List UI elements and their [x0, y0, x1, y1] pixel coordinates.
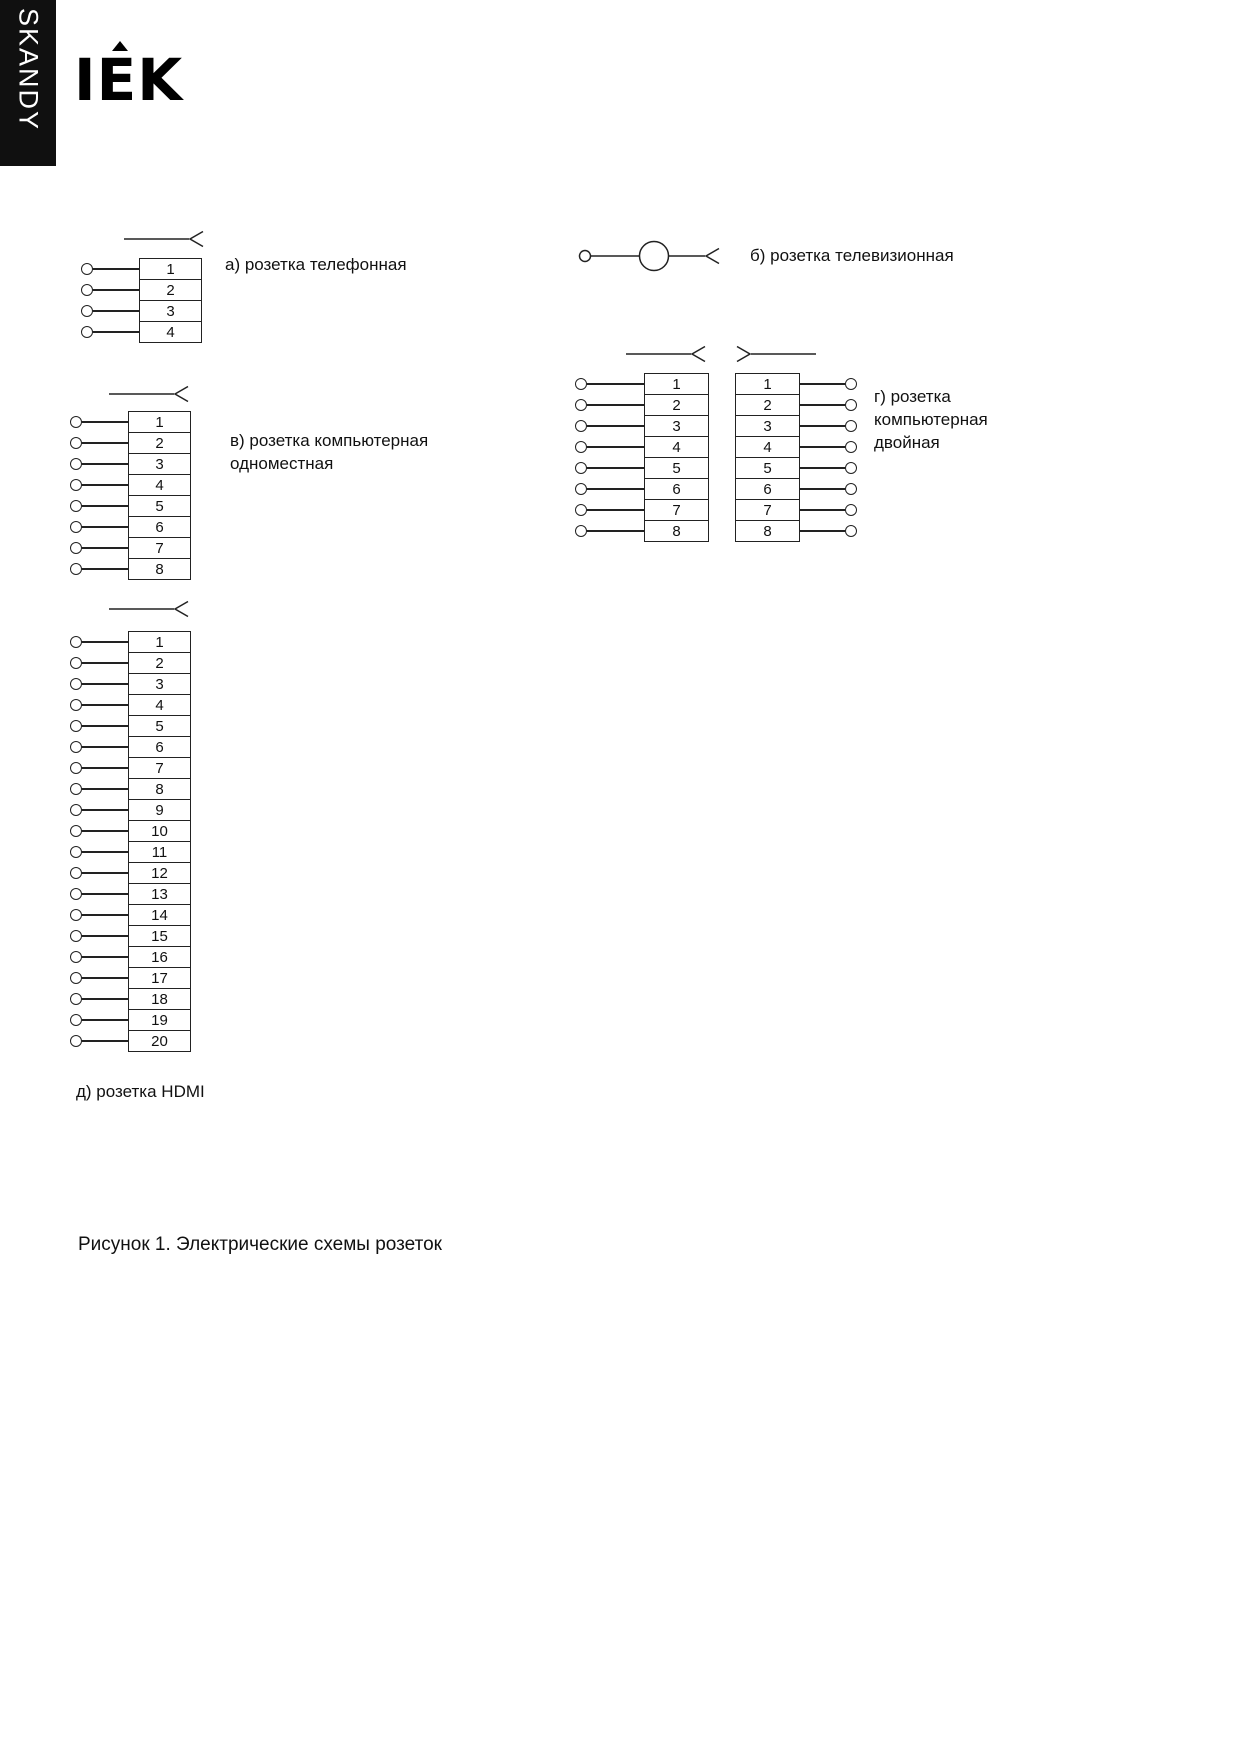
- pin-number: 2: [128, 652, 191, 674]
- pin-contact-icon: [575, 504, 587, 516]
- pin-wire: [82, 421, 128, 422]
- pin-number: 4: [128, 474, 191, 496]
- pin-number: 8: [128, 778, 191, 800]
- pin-row: [575, 436, 709, 458]
- pin-number: 16: [128, 946, 191, 968]
- pin-wire: [82, 914, 128, 915]
- pin-contact-icon: [70, 699, 82, 711]
- pin-wire: [82, 547, 128, 548]
- pin-wire: [93, 289, 139, 290]
- pin-row: [70, 411, 191, 433]
- pin-number: 4: [644, 436, 709, 458]
- pin-contact-icon: [70, 930, 82, 942]
- pin-row: [70, 694, 191, 716]
- pin-number: 4: [735, 436, 800, 458]
- pin-row: [70, 432, 191, 454]
- pin-row: [70, 558, 191, 580]
- pin-contact-icon: [70, 846, 82, 858]
- pin-row: [70, 495, 191, 517]
- pin-number: 5: [735, 457, 800, 479]
- pin-number: 3: [644, 415, 709, 437]
- pin-contact-icon: [575, 462, 587, 474]
- pin-number: 7: [128, 757, 191, 779]
- pin-row: [70, 778, 191, 800]
- pin-number: 17: [128, 967, 191, 989]
- pin-row: [70, 1009, 191, 1031]
- pin-row: [70, 862, 191, 884]
- pin-wire: [82, 683, 128, 684]
- computer-single-pin-block: [70, 411, 191, 580]
- pin-number: 7: [735, 499, 800, 521]
- pin-wire: [82, 977, 128, 978]
- pin-row: [70, 715, 191, 737]
- telephone-socket-label: а) розетка телефонная: [225, 255, 407, 274]
- pin-wire: [93, 331, 139, 332]
- pin-number: 2: [139, 279, 202, 301]
- pin-row: [575, 499, 709, 521]
- pin-wire: [82, 893, 128, 894]
- pin-contact-icon: [845, 420, 857, 432]
- pin-contact-icon: [845, 483, 857, 495]
- pin-number: 2: [735, 394, 800, 416]
- pin-wire: [587, 467, 644, 468]
- pin-number: 18: [128, 988, 191, 1010]
- pin-contact-icon: [70, 521, 82, 533]
- pin-row: [70, 516, 191, 538]
- tv-socket-symbol-icon: [576, 240, 726, 272]
- pin-contact-icon: [70, 458, 82, 470]
- pin-number: 2: [128, 432, 191, 454]
- pin-contact-icon: [70, 416, 82, 428]
- pin-number: 1: [128, 631, 191, 653]
- pin-wire: [82, 788, 128, 789]
- pin-number: 1: [139, 258, 202, 280]
- pin-contact-icon: [81, 305, 93, 317]
- pin-contact-icon: [70, 825, 82, 837]
- pin-contact-icon: [70, 783, 82, 795]
- pin-wire: [800, 383, 845, 384]
- pin-number: 6: [128, 736, 191, 758]
- pin-contact-icon: [845, 378, 857, 390]
- iek-logo-accent-icon: [112, 41, 128, 51]
- pin-row: [735, 520, 857, 542]
- pin-number: 15: [128, 925, 191, 947]
- pin-row: [70, 988, 191, 1010]
- pin-contact-icon: [70, 1014, 82, 1026]
- pin-row: [70, 904, 191, 926]
- pin-number: 1: [735, 373, 800, 395]
- pin-number: 8: [128, 558, 191, 580]
- plug-symbol-icon: [625, 345, 707, 363]
- pin-wire: [82, 442, 128, 443]
- pin-contact-icon: [70, 909, 82, 921]
- pin-row: [70, 453, 191, 475]
- pin-wire: [82, 725, 128, 726]
- pin-wire: [82, 767, 128, 768]
- plug-symbol-mirrored-icon: [735, 345, 817, 363]
- telephone-pin-block: [81, 258, 202, 343]
- pin-number: 14: [128, 904, 191, 926]
- pin-wire: [82, 641, 128, 642]
- pin-number: 7: [128, 537, 191, 559]
- pin-wire: [800, 530, 845, 531]
- pin-contact-icon: [70, 542, 82, 554]
- pin-wire: [82, 505, 128, 506]
- pin-number: 8: [735, 520, 800, 542]
- pin-wire: [82, 851, 128, 852]
- pin-row: [735, 436, 857, 458]
- pin-row: [735, 478, 857, 500]
- pin-contact-icon: [575, 378, 587, 390]
- pin-wire: [93, 268, 139, 269]
- computer-double-left-pin-block: [575, 373, 709, 542]
- pin-number: 3: [128, 673, 191, 695]
- pin-row: [735, 499, 857, 521]
- pin-number: 3: [139, 300, 202, 322]
- computer-double-right-pin-block: [735, 373, 857, 542]
- pin-row: [70, 537, 191, 559]
- pin-row: [81, 279, 202, 301]
- pin-wire: [82, 809, 128, 810]
- pin-number: 1: [128, 411, 191, 433]
- pin-contact-icon: [81, 284, 93, 296]
- pin-wire: [82, 662, 128, 663]
- pin-wire: [587, 425, 644, 426]
- plug-symbol-icon: [108, 385, 190, 403]
- pin-contact-icon: [70, 636, 82, 648]
- pin-contact-icon: [845, 525, 857, 537]
- pin-wire: [587, 446, 644, 447]
- pin-number: 4: [128, 694, 191, 716]
- pin-row: [735, 415, 857, 437]
- pin-row: [81, 321, 202, 343]
- hdmi-socket-label: д) розетка HDMI: [76, 1082, 205, 1101]
- plug-symbol-icon: [123, 230, 205, 248]
- pin-wire: [800, 509, 845, 510]
- pin-number: 6: [128, 516, 191, 538]
- pin-row: [575, 457, 709, 479]
- pin-row: [70, 673, 191, 695]
- pin-contact-icon: [81, 326, 93, 338]
- pin-wire: [82, 998, 128, 999]
- pin-wire: [82, 935, 128, 936]
- pin-row: [70, 841, 191, 863]
- pin-row: [575, 520, 709, 542]
- pin-contact-icon: [575, 441, 587, 453]
- pin-contact-icon: [70, 993, 82, 1005]
- pin-row: [735, 394, 857, 416]
- pin-number: 8: [644, 520, 709, 542]
- brand-sidebar: [0, 0, 56, 166]
- pin-number: 1: [644, 373, 709, 395]
- pin-row: [575, 478, 709, 500]
- pin-number: 5: [128, 715, 191, 737]
- pin-row: [70, 652, 191, 674]
- pin-wire: [82, 568, 128, 569]
- pin-number: 2: [644, 394, 709, 416]
- pin-wire: [93, 310, 139, 311]
- pin-contact-icon: [845, 441, 857, 453]
- pin-contact-icon: [70, 720, 82, 732]
- pin-number: 20: [128, 1030, 191, 1052]
- pin-row: [70, 946, 191, 968]
- pin-contact-icon: [70, 1035, 82, 1047]
- pin-contact-icon: [70, 951, 82, 963]
- pin-wire: [82, 526, 128, 527]
- pin-contact-icon: [575, 420, 587, 432]
- pin-row: [70, 799, 191, 821]
- hdmi-pin-block: [70, 631, 191, 1052]
- pin-number: 10: [128, 820, 191, 842]
- pin-contact-icon: [70, 972, 82, 984]
- pin-wire: [82, 746, 128, 747]
- pin-contact-icon: [575, 525, 587, 537]
- pin-wire: [587, 404, 644, 405]
- pin-row: [70, 820, 191, 842]
- pin-number: 5: [644, 457, 709, 479]
- pin-number: 13: [128, 883, 191, 905]
- pin-number: 19: [128, 1009, 191, 1031]
- pin-row: [70, 967, 191, 989]
- pin-number: 6: [644, 478, 709, 500]
- pin-wire: [82, 956, 128, 957]
- pin-contact-icon: [845, 399, 857, 411]
- pin-row: [81, 300, 202, 322]
- iek-logo: [74, 46, 184, 114]
- pin-wire: [82, 1019, 128, 1020]
- pin-wire: [82, 1040, 128, 1041]
- pin-contact-icon: [81, 263, 93, 275]
- pin-row: [70, 883, 191, 905]
- pin-contact-icon: [70, 762, 82, 774]
- pin-wire: [82, 704, 128, 705]
- pin-number: 5: [128, 495, 191, 517]
- pin-contact-icon: [845, 504, 857, 516]
- pin-wire: [82, 872, 128, 873]
- pin-wire: [800, 404, 845, 405]
- pin-contact-icon: [70, 804, 82, 816]
- pin-contact-icon: [70, 479, 82, 491]
- pin-wire: [587, 530, 644, 531]
- pin-wire: [82, 484, 128, 485]
- pin-wire: [800, 425, 845, 426]
- tv-socket-label: б) розетка телевизионная: [750, 246, 954, 265]
- pin-row: [81, 258, 202, 280]
- pin-contact-icon: [70, 741, 82, 753]
- pin-row: [575, 373, 709, 395]
- pin-wire: [800, 467, 845, 468]
- pin-contact-icon: [575, 483, 587, 495]
- pin-contact-icon: [845, 462, 857, 474]
- computer-double-socket-label: г) розетка компьютерная двойная: [874, 387, 988, 452]
- pin-contact-icon: [70, 657, 82, 669]
- pin-number: 7: [644, 499, 709, 521]
- iek-logo-text: IEK: [74, 46, 184, 114]
- pin-contact-icon: [70, 888, 82, 900]
- pin-number: 4: [139, 321, 202, 343]
- brand-vertical-text: SKANDY: [13, 8, 44, 132]
- pin-row: [70, 1030, 191, 1052]
- pin-wire: [587, 488, 644, 489]
- pin-contact-icon: [70, 867, 82, 879]
- pin-contact-icon: [70, 678, 82, 690]
- pin-row: [735, 457, 857, 479]
- pin-number: 9: [128, 799, 191, 821]
- pin-number: 3: [735, 415, 800, 437]
- pin-wire: [800, 488, 845, 489]
- figure-caption: Рисунок 1. Электрические схемы розеток: [78, 1234, 442, 1255]
- pin-contact-icon: [70, 437, 82, 449]
- pin-contact-icon: [575, 399, 587, 411]
- pin-row: [70, 925, 191, 947]
- pin-row: [70, 474, 191, 496]
- plug-symbol-icon: [108, 600, 190, 618]
- pin-number: 11: [128, 841, 191, 863]
- pin-wire: [800, 446, 845, 447]
- pin-wire: [587, 509, 644, 510]
- pin-contact-icon: [70, 500, 82, 512]
- pin-row: [70, 631, 191, 653]
- pin-wire: [587, 383, 644, 384]
- pin-row: [575, 415, 709, 437]
- pin-row: [575, 394, 709, 416]
- pin-wire: [82, 463, 128, 464]
- pin-row: [735, 373, 857, 395]
- pin-wire: [82, 830, 128, 831]
- pin-number: 6: [735, 478, 800, 500]
- pin-number: 12: [128, 862, 191, 884]
- pin-number: 3: [128, 453, 191, 475]
- pin-row: [70, 736, 191, 758]
- computer-single-socket-label: в) розетка компьютерная одноместная: [230, 431, 429, 473]
- pin-row: [70, 757, 191, 779]
- pin-contact-icon: [70, 563, 82, 575]
